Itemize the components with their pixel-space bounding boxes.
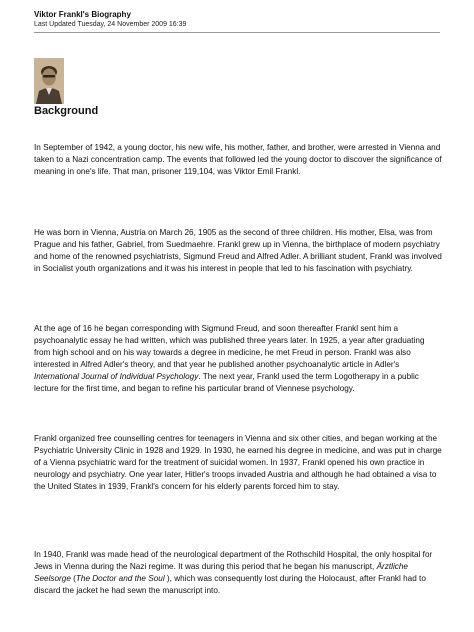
paragraph-1: In September of 1942, a young doctor, his new wife, his mother, father, and brother, were arrested in Vienna and taken to a Nazi concentration camp. The events that followed led the young doctor to discover the significance of meaning in one's life. That man, prisoner 119,104, was Viktor Emil Frankl.	[34, 143, 442, 176]
section-heading-background: Background	[34, 105, 99, 117]
manuscript-title-english: The Doctor and the Soul	[75, 573, 165, 583]
paragraph-4: Frankl organized free counselling centres for teenagers in Vienna and six other cities, and began working at the Psychiatric University Clinic in 1928 and 1929. In 1930, he earned his degree in medicine, and was put in charge of a Vienna psychiatric ward for the treatment of suicidal women. In 1937, Frankl opened his own practice in neurology and psychiatry. One year later, Hitler's troops invaded Austria and although he had obtained a visa to the United States in 1939, Frankl's concern for his elderly parents forced him to stay.	[34, 434, 442, 491]
portrait-image	[34, 58, 64, 104]
document-header	[34, 10, 440, 29]
last-updated-line: Last Updated Tuesday, 24 November 2009 16:39	[34, 21, 187, 28]
journal-title: International Journal of Individual Psychology	[34, 371, 199, 381]
paragraph-5	[34, 549, 442, 597]
paragraph-2: He was born in Vienna, Austria on March 26, 1905 as the second of three children. His mother, Elsa, was from Prague and his father, Gabriel, from Suedmaehre. Frankl grew up in Vienna, the birthplace of modern psychiatry and home of the renowned psychiatrists, Sigmund Freud and Alfred Adler. A brilliant student, Frankl was involved in Socialist youth organizations and it was his interest in people that led to his fascination with psychiatry.	[34, 228, 442, 273]
paragraph-3	[34, 323, 442, 394]
portrait-photo	[34, 58, 64, 104]
paragraph-3-text-after: . The next year, Frankl used the term Logotherapy in a public lecture for the first time, and began to refine his particular brand of Viennese psychology.	[34, 371, 419, 393]
paragraph-5-text-before: In 1940, Frankl was made head of the neurological department of the Rothschild Hospital, the only hospital for Jews in Vienna during the Nazi regime. It was during this period that he began his manuscript,	[34, 550, 433, 571]
paragraph-5-text-middle: (	[70, 573, 76, 583]
manuscript-title-german: Ärztliche Seelsorge	[34, 561, 408, 583]
document-title: Viktor Frankl's Biography	[34, 10, 131, 19]
paragraph-3-text-before: At the age of 16 he began corresponding with Sigmund Freud, and soon thereafter Frankl sent him a psychoanalytic essay he had written, which was published three years later. In 1925, a year after graduating from high school and on his way towards a degree in medicine, he met Freud in person. Frankl was also interested in Alfred Adler's theory, and that year he published another psychoanalytic article in Adler's	[34, 324, 425, 369]
paragraph-5-text-after: ), which was consequently lost during the Holocaust, after Frankl had to discard the jacket he had sewn the manuscript into.	[34, 573, 426, 595]
header-divider	[34, 32, 440, 33]
